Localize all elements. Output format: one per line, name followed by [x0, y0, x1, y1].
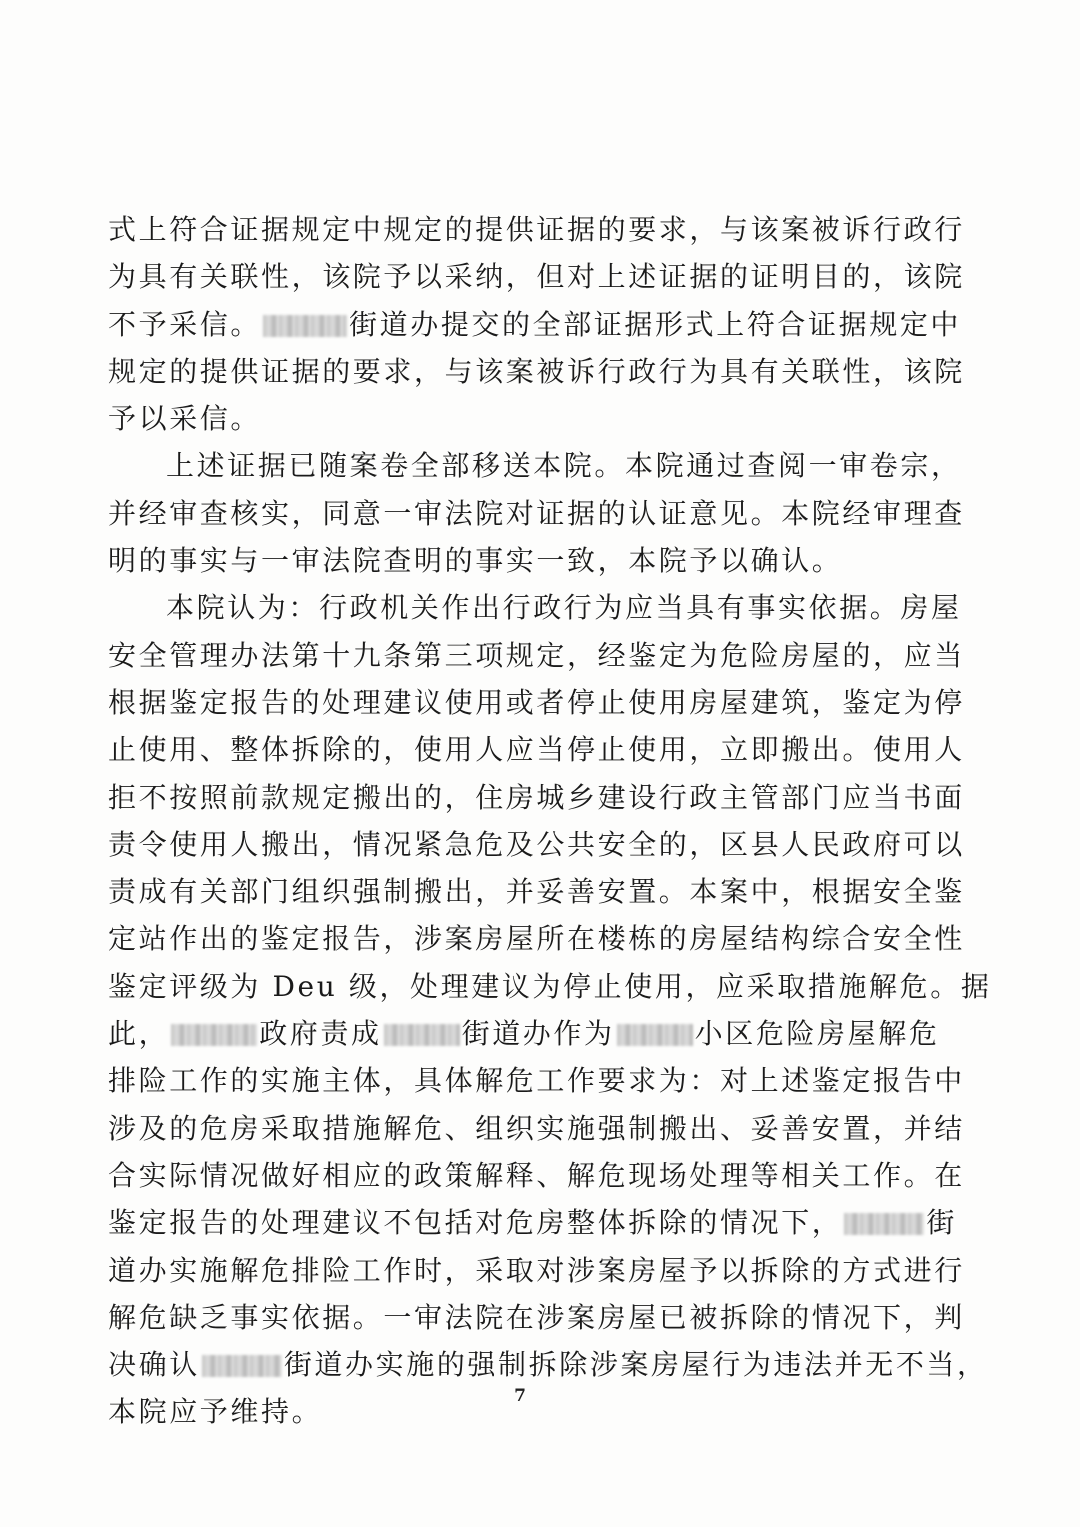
text-line: 止使用、整体拆除的，使用人应当停止使用，立即搬出。使用人: [108, 733, 965, 767]
redacted-name: [617, 1024, 693, 1046]
page-number: 7: [514, 1386, 526, 1406]
redacted-name: [384, 1024, 460, 1046]
text-line: 解危缺乏事实依据。一审法院在涉案房屋已被拆除的情况下，判: [108, 1300, 965, 1334]
text-line: 鉴定评级为 Deu 级，处理建议为停止使用，应采取措施解危。据: [108, 969, 992, 1003]
text-line: 道办实施解危排险工作时，采取对涉案房屋予以拆除的方式进行: [108, 1253, 965, 1287]
text-line: 拒不按照前款规定搬出的，住房城乡建设行政主管部门应当书面: [108, 780, 965, 814]
text-line: 规定的提供证据的要求，与该案被诉行政行为具有关联性，该院: [108, 354, 965, 388]
text-line: 排险工作的实施主体，具体解危工作要求为：对上述鉴定报告中: [108, 1064, 965, 1098]
text-line: 予以采信。: [108, 402, 262, 436]
text-fragment: 街道办作为: [461, 1017, 615, 1051]
text-line: 并经审查核实，同意一审法院对证据的认证意见。本院经审理查: [108, 496, 965, 530]
text-fragment: 此，: [108, 1017, 170, 1051]
text-fragment: 街道办实施的强制拆除涉案房屋行为违法并无不当，: [283, 1348, 988, 1382]
text-line: 责成有关部门组织强制搬出，并妥善安置。本案中，根据安全鉴: [108, 875, 965, 909]
text-line: 安全管理办法第十九条第三项规定，经鉴定为危险房屋的，应当: [108, 638, 965, 672]
redacted-name: [202, 1355, 282, 1377]
redacted-name: [263, 315, 347, 337]
text-fragment: 政府责成: [259, 1017, 382, 1051]
text-line: 责令使用人搬出，情况紧急危及公共安全的，区县人民政府可以: [108, 827, 965, 861]
paragraph-start: 上述证据已随案卷全部移送本院。本院通过查阅一审卷宗，: [166, 449, 962, 483]
redacted-name: [171, 1024, 257, 1046]
text-line: 涉及的危房采取措施解危、组织实施强制搬出、妥善安置，并结: [108, 1111, 965, 1145]
redacted-name: [844, 1213, 924, 1235]
paragraph-start: 本院认为：行政机关作出行政行为应当具有事实依据。房屋: [166, 591, 962, 625]
text-line: [108, 301, 962, 348]
text-fragment: 街道办提交的全部证据形式上符合证据规定中: [349, 307, 962, 341]
text-line: [108, 1010, 948, 1057]
text-fragment: 小区危险房屋解危: [694, 1017, 940, 1051]
text-fragment: 街: [926, 1206, 958, 1240]
text-line: 明的事实与一审法院查明的事实一致，本院予以确认。: [108, 544, 843, 578]
text-fragment: 鉴定报告的处理建议不包括对危房整体拆除的情况下，: [108, 1206, 843, 1240]
text-line: [108, 1199, 958, 1246]
body-text: [108, 206, 992, 1436]
text-line: 本院应予维持。: [108, 1395, 323, 1429]
text-line: 式上符合证据规定中规定的提供证据的要求，与该案被诉行政行: [108, 213, 965, 246]
text-line: 为具有关联性，该院予以采纳，但对上述证据的证明目的，该院: [108, 260, 965, 294]
text-line: 根据鉴定报告的处理建议使用或者停止使用房屋建筑，鉴定为停: [108, 685, 965, 719]
text-fragment: 决确认: [108, 1348, 200, 1382]
text-line: [108, 1341, 988, 1388]
text-line: 定站作出的鉴定报告，涉案房屋所在楼栋的房屋结构综合安全性: [108, 922, 965, 956]
text-fragment: 不予采信。: [108, 307, 262, 341]
text-line: 合实际情况做好相应的政策解释、解危现场处理等相关工作。在: [108, 1158, 965, 1192]
